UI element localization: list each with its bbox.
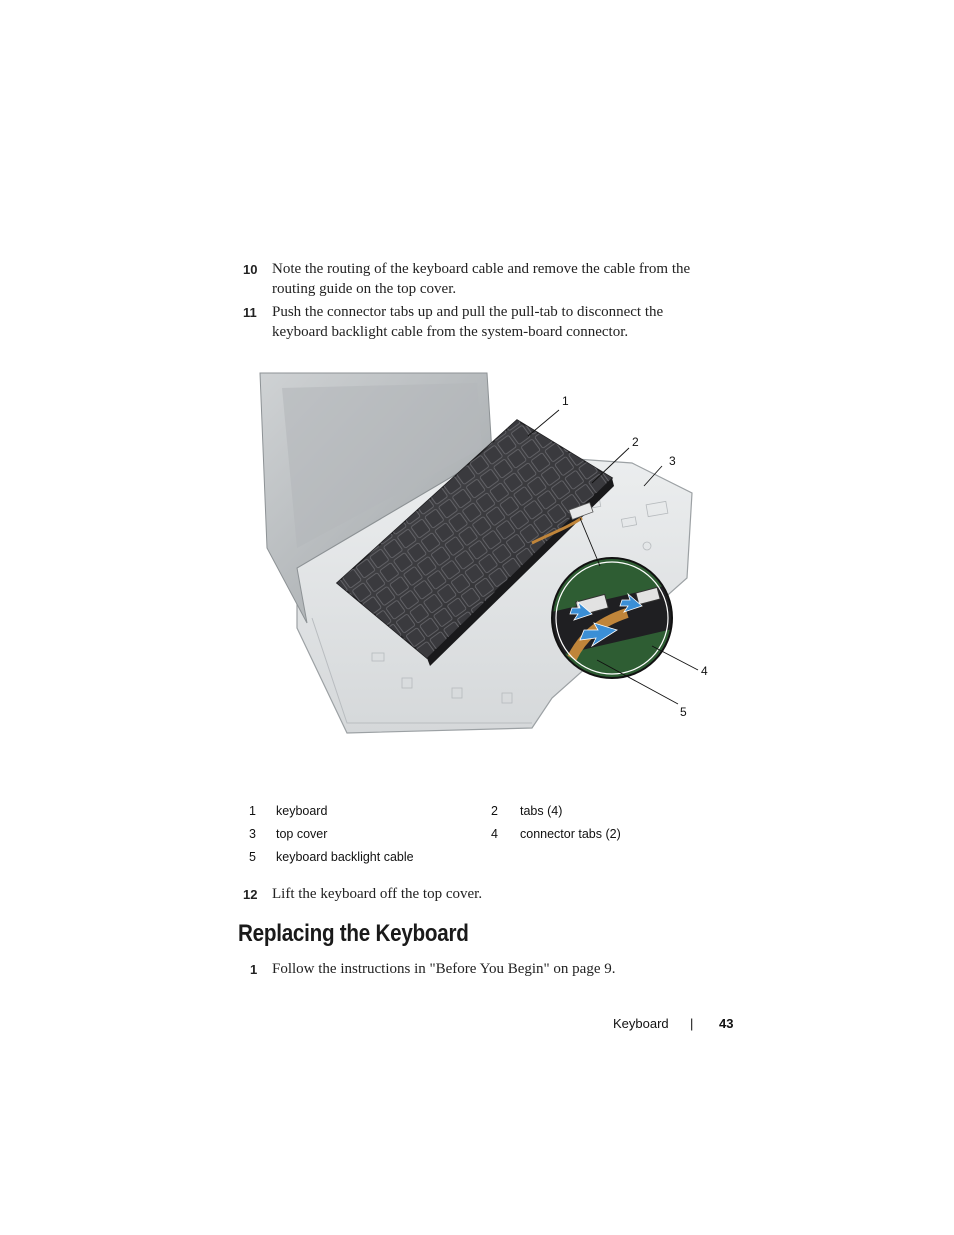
footer-separator: | <box>690 1016 694 1031</box>
section-heading: Replacing the Keyboard <box>238 920 469 947</box>
page-number: 43 <box>719 1016 734 1031</box>
step-number: 10 <box>243 262 258 277</box>
callout-4: 4 <box>701 664 708 678</box>
step-text: Note the routing of the keyboard cable and remove the cable from the routing guide on the top cover. <box>272 261 691 297</box>
step-text: Follow the instructions in "Before You Begin" on page 9. <box>272 961 616 977</box>
keyboard-removal-illustration <box>252 368 722 738</box>
legend-label: top cover <box>276 827 328 841</box>
legend-num: 4 <box>491 827 498 841</box>
callout-1: 1 <box>562 394 569 408</box>
footer-chapter: Keyboard <box>613 1016 669 1031</box>
step-text: Push the connector tabs up and pull the pull-tab to disconnect the keyboard backlight cable from the system-board connector. <box>272 304 664 340</box>
step-text: Lift the keyboard off the top cover. <box>272 886 483 902</box>
callout-5: 5 <box>680 705 687 719</box>
legend-num: 1 <box>249 804 256 818</box>
legend-num: 5 <box>249 850 256 864</box>
step-number: 11 <box>243 305 257 320</box>
legend-label: keyboard <box>276 804 328 818</box>
callout-2: 2 <box>632 435 639 449</box>
step-number: 1 <box>250 962 258 977</box>
step-number: 12 <box>243 887 258 902</box>
callout-3: 3 <box>669 454 676 468</box>
legend-label: tabs (4) <box>520 804 563 818</box>
legend-num: 3 <box>249 827 256 841</box>
legend-label: connector tabs (2) <box>520 827 621 841</box>
legend-num: 2 <box>491 804 498 818</box>
legend-label: keyboard backlight cable <box>276 850 414 864</box>
